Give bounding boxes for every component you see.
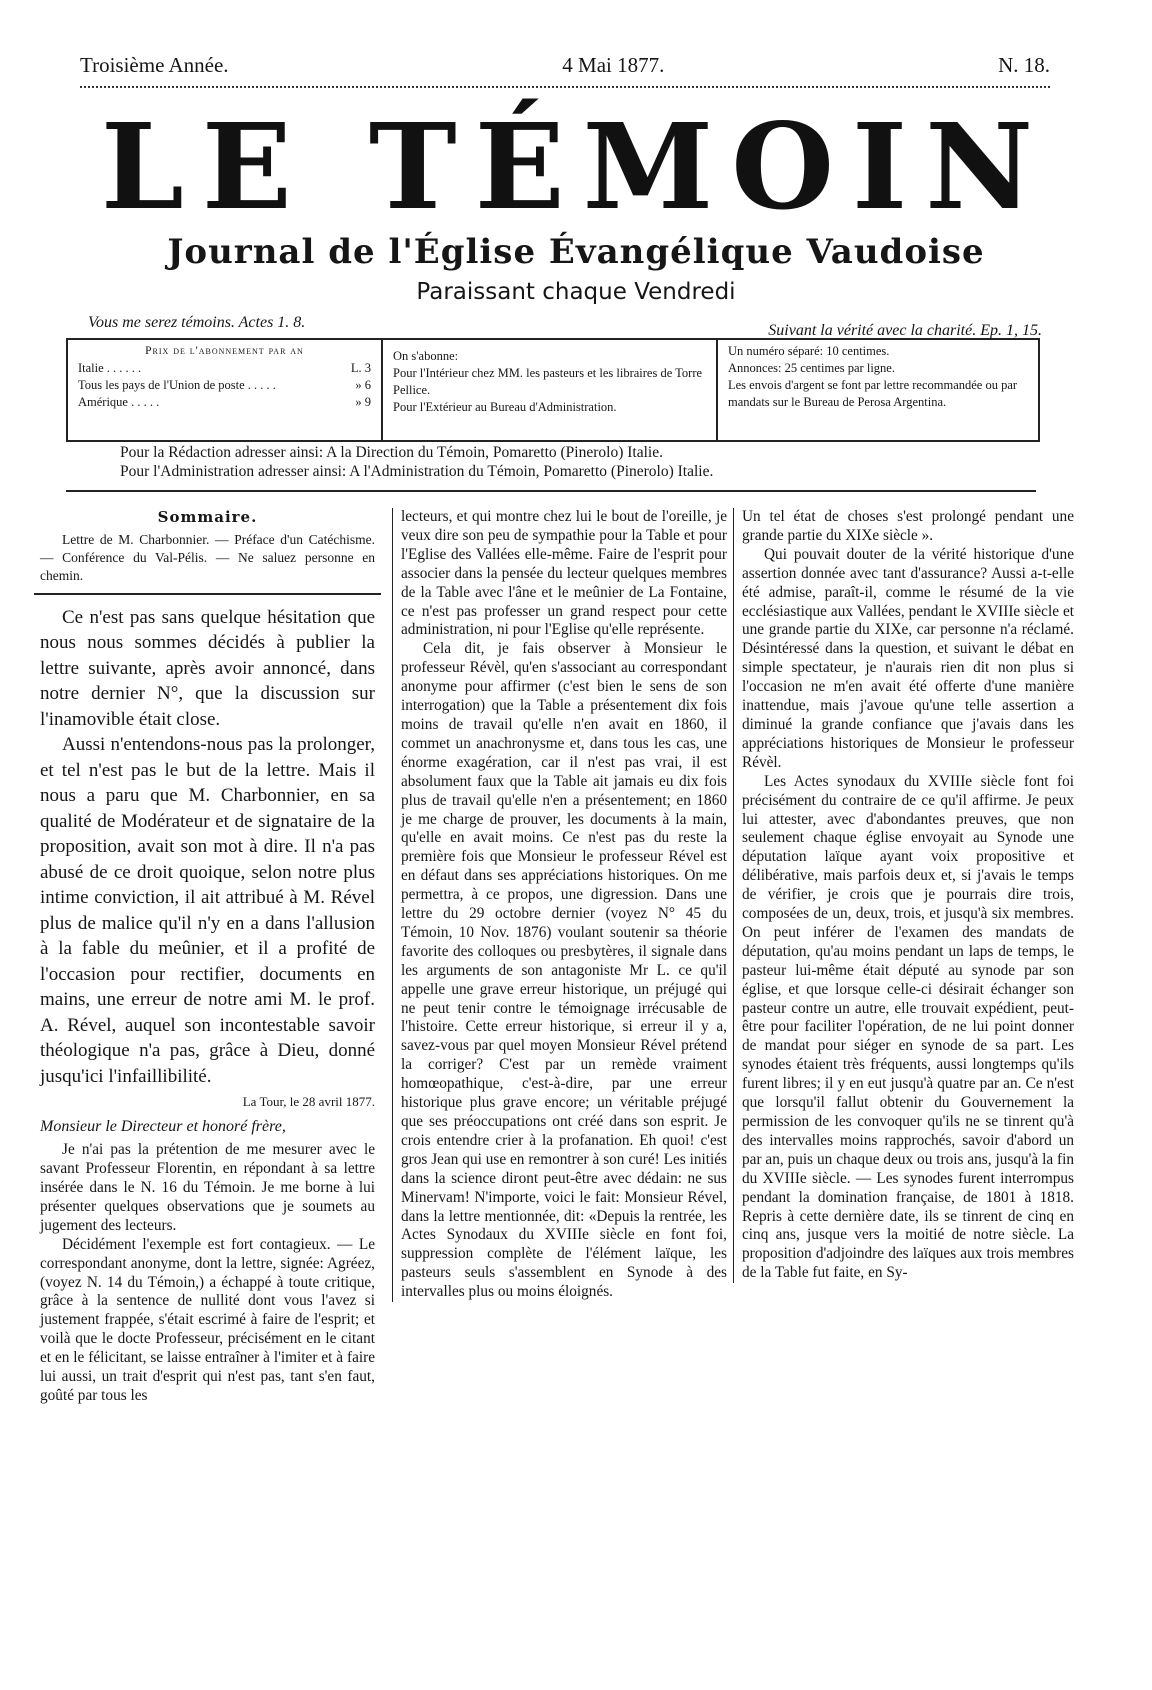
- note-line: Annonces: 25 centimes par ligne.: [728, 361, 895, 375]
- motto-right: Suivant la vérité avec la charité. Ep. 1, 15.: [768, 322, 1042, 339]
- letter-paragraph: Les Actes synodaux du XVIIIe siècle font foi précisément du contraire de ce qu'il affirme. Je peux lui attester, avec d'abondantes preuves, que non seulement chaque église envoyait au Synode une députation laïque ayant voix propositive et délibérative, mais parfois deux et, si j'avais le temps de vérifier, je crois que je pourrais dire trois, composées de un, deux, trois, et jusqu'à six membres. On peut inférer de l'examen des mandats de députation, qu'au moins pendant un laps de temps, le pasteur lui-même était député au synode par son église, et que lorsque celle-ci désirait échanger son pasteur contre un autre, elle trouvait expédient, peut-être pour faciliter l'opération, de ne lui point donner de mandat pour siéger en synode de sa part. Les synodes étaient très fréquents, aussi longtemps qu'ils furent libres; il y en eut jusqu'à quatre par an. Ce n'est que lorsqu'il fallut obtenir du Gouvernement la permission de les convoquer qu'ils ne se tinrent qu'à des intervalles moins rapprochés, savoir d'abord un par an, puis un chaque deux ou trois ans, jusqu'à la fin du XVIIIe siècle. — Les synodes furent interrompus pendant la domination française, de 1801 à 1818. Repris à cette dernière date, ils se tinrent de cinq en cinq ans, jusque vers la moitié de notre siècle. La proposition d'adjoindre des laïques aux trois membres de la Table fut faite, en Sy-: [742, 772, 1074, 1282]
- letter-paragraph: Qui pouvait douter de la vérité historique d'une assertion donnée avec tant d'assurance? Aussi a-t-elle été admise, paraît-il, comme le résumé de la vie ecclésiastique aux Vallées, pendant le XVIIIe siècle et une grande partie du XIXe, car personne n'a réclamé. Désintéressé dans la question, et suivant le débat en simple spectateur, je n'aurais rien dit non plus si l'occasion ne m'en avait été offerte d'une manière inattendue, mais j'avoue qu'une telle assertion a diminué la grande confiance que j'avais dans les appréciations historiques de Monsieur le professeur Révèl.: [742, 545, 1074, 771]
- issue-date: 4 Mai 1877.: [562, 52, 665, 77]
- prices-title: Prix de l'abonnement par an: [145, 345, 304, 357]
- letter-paragraph: Décidément l'exemple est fort contagieux. — Le correspondant anonyme, dont la lettre, signée: Agréez, (voyez N. 14 du Témoin,) a échappé à toute critique, grâce à la sentence de nullité dont vous l'avez si justement frappée, s'était escrimé à faire de l'esprit; et voilà que le docte Professeur, précisément en le citant et en le félicitant, se laisse entraîner à l'imiter et à faire lui aussi, un trait d'esprit qui n'est pas, tant s'en faut, goûté par tous les: [40, 1235, 375, 1404]
- price-value: » 9: [355, 395, 371, 409]
- subscribe-line: Pour l'Intérieur chez MM. les pasteurs et les libraires de Torre Pellice.: [393, 366, 703, 397]
- administration-address: Pour l'Administration adresser ainsi: A l'Administration du Témoin, Pomaretto (Pinerolo) Italie.: [120, 463, 714, 480]
- issue-info-bar: [80, 48, 1050, 88]
- column-3: [733, 508, 1074, 1283]
- redaction-address: Pour la Rédaction adresser ainsi: A la Direction du Témoin, Pomaretto (Pinerolo) Italie.: [120, 444, 663, 461]
- editorial-intro: [40, 605, 375, 1090]
- price-label: Tous les pays de l'Union de poste . . . . .: [78, 378, 276, 392]
- price-label: Italie . . . . . .: [78, 361, 142, 375]
- newspaper-subtitle: Journal de l'Église Évangélique Vaudoise: [167, 232, 985, 272]
- letter-paragraph: Un tel état de choses s'est prolongé pendant une grande partie du XIXe siècle ».: [742, 508, 1074, 544]
- letter-paragraph: lecteurs, et qui montre chez lui le bout de l'oreille, je veux dire son peu de sympathie pour la Table et pour l'Eglise des Vallées elle-même. Faire de l'esprit pour associer dans la pensée du lecteur quelques membres de la Table avec l'âne et le meûnier de La Fontaine, ce n'est pas professer un grand respect pour cette administration, ni pour l'Eglise qu'elle représente.: [401, 508, 727, 639]
- subscribe-line: On s'abonne:: [393, 349, 459, 363]
- letter-salutation: Monsieur le Directeur et honoré frère,: [40, 1118, 286, 1136]
- price-row: [78, 377, 371, 394]
- price-row: [78, 360, 371, 377]
- price-row: [78, 394, 371, 411]
- intro-paragraph: Ce n'est pas sans quelque hésitation que nous nous sommes décidés à publier la lettre suivante, après avoir annoncé, dans notre dernier N°, que la discussion sur l'inamovible était close.: [40, 606, 375, 730]
- column-1: [40, 508, 375, 1406]
- note-line: Un numéro séparé: 10 centimes.: [728, 344, 890, 358]
- notes-column: [718, 340, 1038, 440]
- sommaire-text: Lettre de M. Charbonnier. — Préface d'un Catéchisme. — Conférence du Val-Pélis. — Ne saluez personne en chemin.: [40, 531, 375, 583]
- subscribe-column: [383, 340, 718, 440]
- motto-left: Vous me serez témoins. Actes 1. 8.: [88, 314, 306, 331]
- price-value: L. 3: [350, 361, 371, 375]
- issue-number: N. 18.: [998, 52, 1050, 77]
- header-divider: [66, 490, 1036, 492]
- letter-paragraph: Cela dit, je fais observer à Monsieur le professeur Révèl, qu'en s'associant au correspondant anonyme pour affirmer (c'est bien le sens de son interrogation) que la Table a présentement dix fois moins de travail qu'elle n'en avait en 1860, il commet un anachronysme et, dans tous les cas, une énorme exagération, car il n'est pas vrai, il est absolument faux que la Table ait jamais eu dix fois plus de travail qu'elle n'en a présentement; en 1860 je me charge de prouver, les documents à la main, qu'elle en avait moins. Ce n'est pas du reste la première fois que Monsieur le professeur Rével est en défaut dans ses appréciations historiques. On me permettra, à ce propos, une digression. Dans une lettre du 29 octobre dernier (voyez N° 45 du Témoin, 10 Nov. 1876) voulant soutenir sa théorie favorite des colloques ou presbytères, il signale dans les arguments de son antagoniste Mr L. ce qu'il appelle une grave erreur historique, un préjugé qui ne peut tenir contre le témoignage irrécusable de l'histoire. Cette erreur historique, si erreur il y a, savez-vous par quel moyen Monsieur Rével prétend la corriger? C'est par un remède vraiment homœopathique, c'est-à-dire, par une erreur historique plus grave encore; un véritable préjugé que ses préoccupations ont créé dans son esprit. Je crois entendre crier à la profanation. Eh quoi! c'est gros Jean qui use en remontrer à son curé! Les initiés dans la science diront peut-être avec dédain: ne sus Minervam! N'importe, voici le fait: Monsieur Rével, dans la lettre mentionnée, dit: «Depuis la rentrée, les Actes Synodaux du XVIIIe siècle en font foi, suppression complète de l'élément laïque, les pasteurs seuls s'assemblent en Synode à des intervalles plus ou moins éloignés.: [401, 640, 727, 1301]
- sommaire-divider: [34, 593, 381, 595]
- intro-paragraph: Aussi n'entendons-nous pas la prolonger, et tel n'est pas le but de la lettre. Mais il nous a paru que M. Charbonnier, en sa qualité de Modérateur et de signataire de la proposition, avait son mot à dire. Il n'a pas abusé de ce droit quoique, selon notre plus intime conviction, il ait attribué à M. Rével plus de malice qu'il n'y en a dans l'allusion à la fable du meûnier, et il a profité de l'occasion pour rectifier, documents en mains, une erreur de notre ami M. le prof. A. Rével, auquel son incontestable savoir théologique n'a pas, grâce à Dieu, donné jusqu'ici l'infaillibilité.: [40, 734, 375, 1087]
- note-line: Les envois d'argent se font par lettre recommandée ou par mandats sur le Bureau de Perosa Argentina.: [728, 378, 1018, 409]
- letter-paragraph: Je n'ai pas la prétention de me mesurer avec le savant Professeur Florentin, en répondant à sa lettre insérée dans le N. 16 du Témoin. Je me borne à lui présenter quelques observations que je soumets au jugement des lecteurs.: [40, 1141, 375, 1234]
- price-label: Amérique . . . . .: [78, 395, 160, 409]
- sommaire-title: Sommaire.: [157, 508, 258, 526]
- subscription-box: [66, 338, 1040, 442]
- prices-column: [68, 340, 383, 440]
- issue-year: Troisième Année.: [80, 52, 229, 77]
- letter-dateline: La Tour, le 28 avril 1877.: [242, 1094, 375, 1110]
- price-value: » 6: [355, 378, 371, 392]
- publication-frequency: Paraissant chaque Vendredi: [416, 279, 736, 305]
- subscribe-line: Pour l'Extérieur au Bureau d'Administration.: [393, 400, 617, 414]
- column-2: [392, 508, 727, 1302]
- newspaper-title: LE TÉMOIN: [100, 97, 1052, 236]
